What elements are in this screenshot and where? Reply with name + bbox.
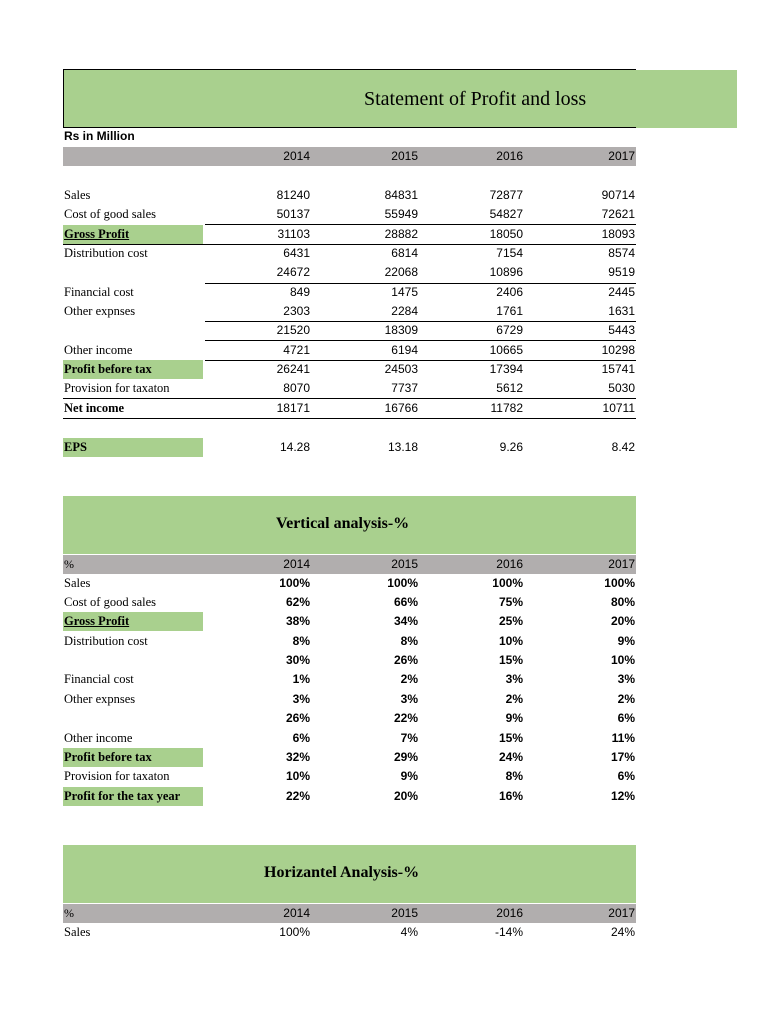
cell-value: 8070 <box>283 381 310 395</box>
vertical-row-other-expenses <box>63 690 636 709</box>
cell-value: 8% <box>292 634 310 648</box>
vertical-title: Vertical analysis-% <box>276 515 410 532</box>
cell-value: 100% <box>387 576 418 590</box>
year-header: 2014 <box>283 906 310 920</box>
cell-value: 20% <box>393 789 418 803</box>
vertical-row-cogs <box>63 593 636 612</box>
cell-value: 8574 <box>608 246 635 260</box>
cell-value: 62% <box>285 595 310 609</box>
cell-value: 100% <box>604 576 635 590</box>
cell-value: 9519 <box>608 265 635 279</box>
cell-value: 34% <box>393 614 418 628</box>
pl-row-subtotal-2 <box>63 321 636 340</box>
row-label-highlight <box>63 748 203 767</box>
row-label: Other expnses <box>64 692 136 706</box>
cell-value: 6431 <box>283 246 310 260</box>
cell-value: 1475 <box>391 285 418 299</box>
cell-value: 18171 <box>276 401 310 415</box>
cell-value: 5612 <box>496 381 523 395</box>
row-label: Sales <box>64 188 91 202</box>
cell-value: 4721 <box>283 343 310 357</box>
cell-value: 6% <box>617 711 635 725</box>
vertical-row-profit-tax-year <box>63 787 636 806</box>
cell-value: 10% <box>610 653 635 667</box>
cell-value: 100% <box>279 576 310 590</box>
row-label-highlight <box>63 225 203 244</box>
cell-value: 18050 <box>489 227 523 241</box>
vertical-row-provision-tax <box>63 767 636 786</box>
cell-value: 17394 <box>489 362 523 376</box>
cell-value: 6% <box>617 769 635 783</box>
cell-value: 100% <box>279 925 310 939</box>
year-header: 2016 <box>496 906 523 920</box>
pl-row-eps <box>63 438 636 457</box>
cell-value: 1761 <box>496 304 523 318</box>
row-label: Profit before tax <box>64 750 152 764</box>
cell-value: 16% <box>498 789 523 803</box>
pl-row-sales <box>63 186 636 205</box>
vertical-row-profit-before-tax <box>63 748 636 767</box>
cell-value: 2284 <box>391 304 418 318</box>
cell-value: 84831 <box>384 188 418 202</box>
cell-value: 32% <box>285 750 310 764</box>
cell-value: 17% <box>610 750 635 764</box>
cell-value: 31103 <box>277 227 310 241</box>
pl-title-top-border <box>63 69 636 70</box>
cell-value: 3% <box>505 672 523 686</box>
year-header: 2014 <box>283 149 310 163</box>
cell-value: 24672 <box>276 265 310 279</box>
cell-value: 38% <box>285 614 310 628</box>
cell-value: 15% <box>498 653 523 667</box>
pl-row-distribution <box>63 244 636 263</box>
cell-value: 2% <box>400 672 418 686</box>
cell-value: -14% <box>494 925 523 939</box>
vertical-year-header <box>63 555 636 574</box>
unit-label: Rs in Million <box>64 129 135 143</box>
pl-row-net-income <box>63 399 636 418</box>
cell-value: 8% <box>400 634 418 648</box>
cell-value: 15741 <box>601 362 635 376</box>
cell-value: 10665 <box>489 343 523 357</box>
cell-value: 28882 <box>384 227 418 241</box>
cell-value: 26% <box>393 653 418 667</box>
row-label-highlight <box>63 612 203 631</box>
row-label-highlight <box>63 360 203 379</box>
year-header: 2014 <box>283 557 310 571</box>
cell-value: 3% <box>292 692 310 706</box>
cell-value: 72877 <box>489 188 523 202</box>
cell-value: 25% <box>498 614 523 628</box>
pl-year-header <box>63 147 636 166</box>
cell-value: 12% <box>610 789 635 803</box>
cell-value: 6814 <box>391 246 418 260</box>
cell-value: 14.28 <box>279 440 310 454</box>
vertical-row-financial-cost <box>63 670 636 689</box>
pl-row-subtotal-1 <box>63 263 636 282</box>
cell-value: 20% <box>610 614 635 628</box>
cell-value: 26241 <box>276 362 310 376</box>
cell-value: 18093 <box>601 227 635 241</box>
pl-row-gross-profit <box>63 225 636 244</box>
row-label-highlight <box>63 438 203 457</box>
year-header: 2016 <box>496 149 523 163</box>
row-label: Cost of good sales <box>64 207 157 221</box>
row-label: Provision for taxaton <box>64 769 170 783</box>
cell-value: 10% <box>498 634 523 648</box>
cell-value: 9.26 <box>499 440 523 454</box>
cell-value: 10% <box>285 769 310 783</box>
cell-value: 81240 <box>276 188 310 202</box>
cell-value: 9% <box>505 711 523 725</box>
cell-value: 10711 <box>602 401 635 415</box>
cell-value: 22% <box>285 789 310 803</box>
horizontal-year-header <box>63 904 636 923</box>
cell-value: 90714 <box>601 188 635 202</box>
cell-value: 15% <box>498 731 523 745</box>
cell-value: 11782 <box>490 401 523 415</box>
horizontal-title: Horizantel Analysis-% <box>264 864 420 881</box>
vertical-row-subtotal-2 <box>63 709 636 728</box>
cell-value: 24503 <box>384 362 418 376</box>
cell-value: 2% <box>617 692 635 706</box>
cell-value: 50137 <box>276 207 310 221</box>
cell-value: 2445 <box>608 285 635 299</box>
cell-value: 3% <box>617 672 635 686</box>
cell-value: 6729 <box>496 323 523 337</box>
cell-value: 849 <box>289 285 310 299</box>
row-label: Gross Profit <box>64 227 130 241</box>
cell-value: 1631 <box>608 304 635 318</box>
vertical-row-subtotal-1 <box>63 651 636 670</box>
cell-value: 7737 <box>391 381 418 395</box>
horizontal-row-sales <box>63 923 636 942</box>
row-label: Sales <box>64 925 91 939</box>
cell-value: 80% <box>610 595 635 609</box>
row-label: Sales <box>64 576 91 590</box>
year-header: 2016 <box>496 557 523 571</box>
cell-value: 8.42 <box>611 440 635 454</box>
year-header: 2015 <box>391 906 418 920</box>
cell-value: 22% <box>393 711 418 725</box>
row-label: Gross Profit <box>64 614 130 628</box>
row-label: Distribution cost <box>64 246 148 260</box>
row-label: EPS <box>64 440 87 454</box>
row-label: Financial cost <box>64 672 134 686</box>
vertical-row-sales <box>63 574 636 593</box>
cell-value: 7% <box>400 731 418 745</box>
cell-value: 6% <box>292 731 310 745</box>
cell-value: 24% <box>498 750 523 764</box>
cell-value: 13.18 <box>387 440 418 454</box>
row-label: Provision for taxaton <box>64 381 170 395</box>
pl-row-other-income <box>63 341 636 360</box>
cell-value: 7154 <box>496 246 523 260</box>
pl-row-cogs <box>63 205 636 224</box>
cell-value: 72621 <box>601 207 635 221</box>
cell-value: 24% <box>610 925 635 939</box>
cell-value: 22068 <box>384 265 418 279</box>
cell-value: 75% <box>498 595 523 609</box>
year-header: 2017 <box>608 557 635 571</box>
pl-row-financial-cost <box>63 283 636 302</box>
vertical-row-gross-profit <box>63 612 636 631</box>
cell-value: 26% <box>285 711 310 725</box>
cell-value: 6194 <box>391 343 418 357</box>
cell-value: 2303 <box>283 304 310 318</box>
pl-row-profit-before-tax <box>63 360 636 379</box>
cell-value: 21520 <box>276 323 310 337</box>
cell-value: 2% <box>505 692 523 706</box>
row-label: Other expnses <box>64 304 136 318</box>
header-label: % <box>64 906 74 920</box>
cell-value: 10896 <box>489 265 523 279</box>
cell-value: 2406 <box>496 285 523 299</box>
vertical-row-other-income <box>63 729 636 748</box>
row-label: Distribution cost <box>64 634 148 648</box>
cell-value: 9% <box>617 634 635 648</box>
row-label: Other income <box>64 731 133 745</box>
row-label: Cost of good sales <box>64 595 157 609</box>
pl-row-provision-tax <box>63 379 636 398</box>
pl-title-bottom-border <box>63 127 636 128</box>
cell-value: 3% <box>400 692 418 706</box>
row-label: Profit for the tax year <box>64 789 181 803</box>
cell-value: 9% <box>400 769 418 783</box>
pl-title-left-border <box>63 69 64 128</box>
cell-value: 55949 <box>384 207 418 221</box>
year-header: 2017 <box>608 906 635 920</box>
row-label-highlight <box>63 787 203 806</box>
cell-value: 11% <box>611 731 635 745</box>
cell-value: 18309 <box>384 323 418 337</box>
pl-row-other-expenses <box>63 302 636 321</box>
row-label: Other income <box>64 343 133 357</box>
row-label: Financial cost <box>64 285 134 299</box>
cell-value: 1% <box>292 672 310 686</box>
year-header: 2017 <box>608 149 635 163</box>
header-label: % <box>64 557 74 571</box>
year-header: 2015 <box>391 149 418 163</box>
cell-value: 5443 <box>608 323 635 337</box>
cell-value: 30% <box>285 653 310 667</box>
year-header: 2015 <box>391 557 418 571</box>
cell-value: 5030 <box>608 381 635 395</box>
cell-value: 16766 <box>384 401 418 415</box>
row-label: Net income <box>64 401 125 415</box>
pl-title: Statement of Profit and loss <box>364 88 587 110</box>
row-label: Profit before tax <box>64 362 152 376</box>
row-divider <box>63 418 636 419</box>
cell-value: 4% <box>400 925 418 939</box>
cell-value: 10298 <box>601 343 635 357</box>
cell-value: 100% <box>492 576 523 590</box>
vertical-row-distribution <box>63 632 636 651</box>
cell-value: 66% <box>393 595 418 609</box>
cell-value: 29% <box>393 750 418 764</box>
cell-value: 54827 <box>489 207 523 221</box>
cell-value: 8% <box>505 769 523 783</box>
